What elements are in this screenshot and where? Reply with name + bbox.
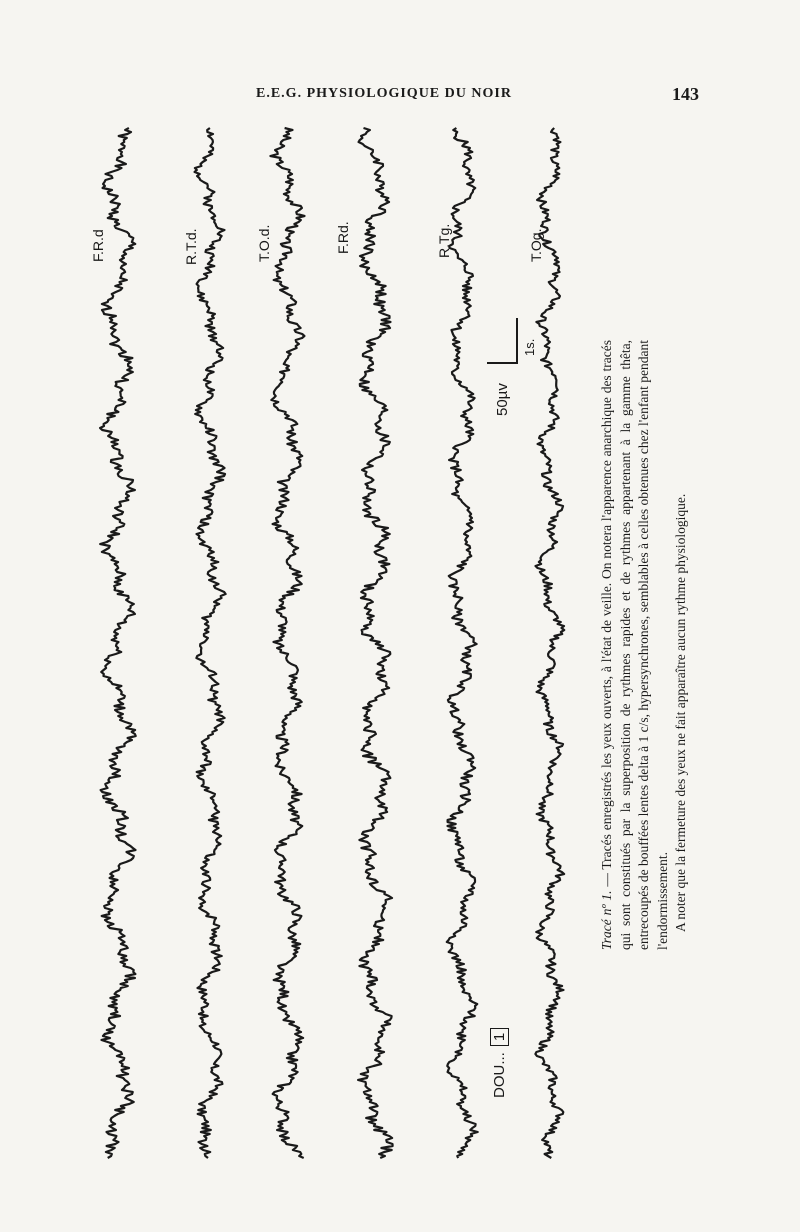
trace-frd: [100, 128, 136, 1158]
subject-index: 1: [490, 1028, 509, 1046]
figure-caption: [598, 340, 691, 950]
channel-label-tod: T.O.d.: [256, 224, 272, 262]
caption-note: A noter que la fermeture des yeux ne fait apparaître aucun rythme physiologique.: [673, 493, 689, 932]
page-number: 143: [672, 84, 699, 104]
channel-label-frd: F.R.d: [90, 229, 106, 262]
channel-label-rtg: R.Tg.: [436, 223, 452, 258]
trace-rtd: [195, 128, 226, 1158]
channel-label-frd2: F.Rd.: [335, 221, 351, 254]
caption-lead: Tracé nº 1.: [599, 890, 614, 950]
scale-amplitude-label: 50µv: [494, 383, 511, 416]
channel-label-tog: T.Og.: [528, 228, 544, 262]
calibration-bar: [487, 318, 517, 363]
trace-frd2: [358, 128, 393, 1158]
running-header: E.E.G. PHYSIOLOGIQUE DU NOIR: [256, 86, 512, 101]
subject-name: DOU...: [491, 1052, 508, 1098]
trace-tod: [270, 128, 304, 1158]
subject-label: [490, 1028, 509, 1098]
trace-tog: [535, 128, 564, 1158]
trace-rtg: [447, 128, 478, 1158]
caption-text: — Tracés enregistrés les yeux ouverts, à l'état de veille. On notera l'apparence anarchique des tracés qui sont constitués par la superposition de rythmes rapides et de rythmes appartenant à la gamme thêta, entrecoupés de bouffées lentes delta à 1 c/s, hypersynchrones, semblables à celles obtenues chez l'enfant pendant l'endormissement.: [599, 340, 670, 950]
channel-label-rtd: R.T.d.: [183, 228, 199, 265]
scale-time-label: 1s.: [522, 338, 537, 356]
